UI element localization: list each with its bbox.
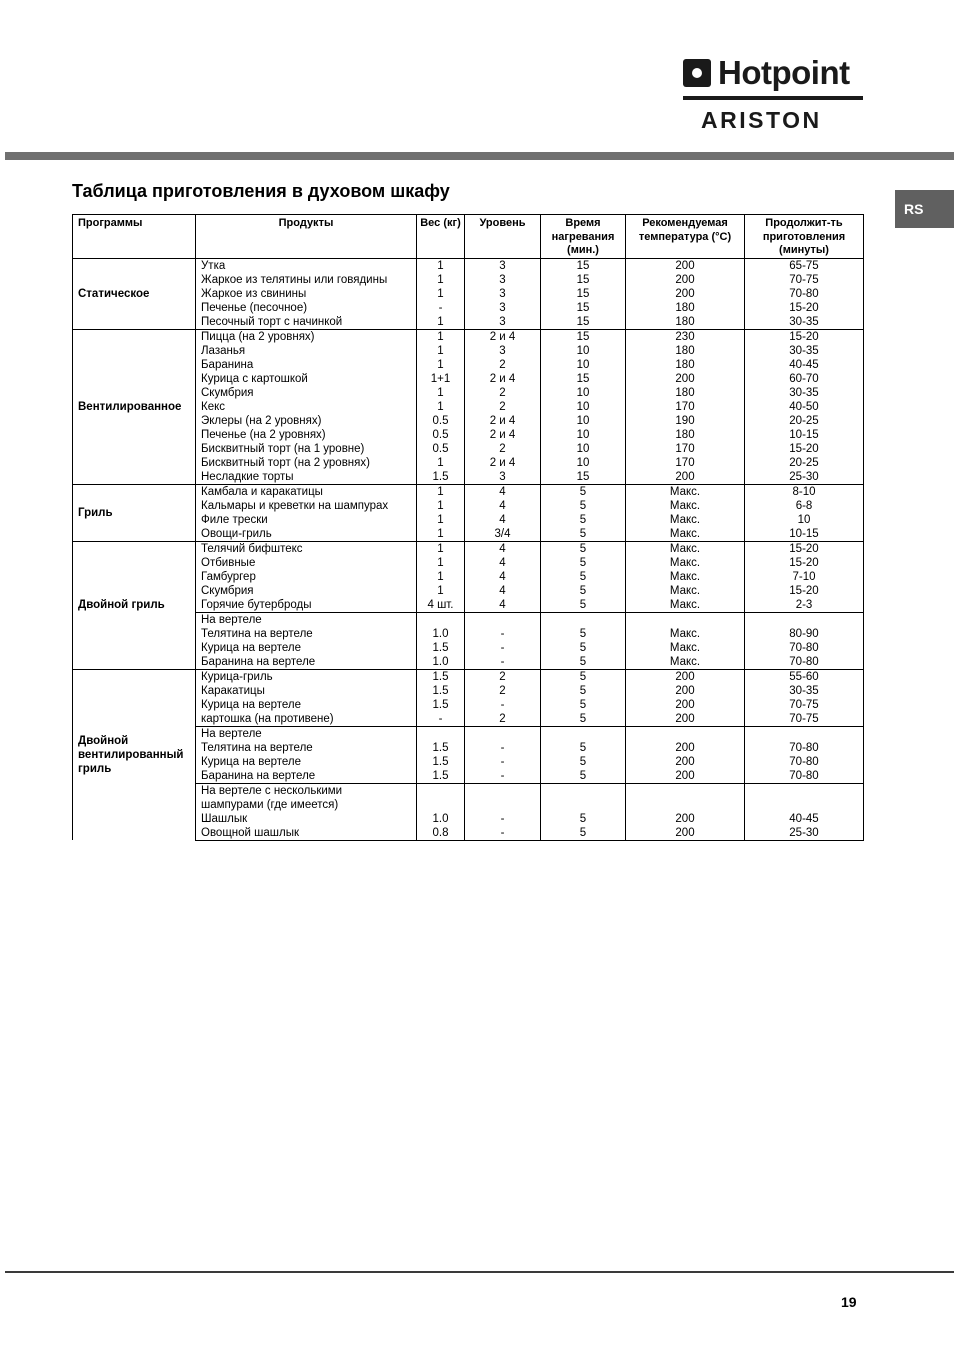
duration-cell: 15-20: [745, 442, 864, 456]
weight-cell: 1.5: [417, 669, 465, 684]
product-cell: Кекс: [196, 400, 417, 414]
duration-cell: 60-70: [745, 372, 864, 386]
weight-cell: -: [417, 301, 465, 315]
duration-cell: 20-25: [745, 414, 864, 428]
weight-cell: 1.5: [417, 641, 465, 655]
weight-cell: 1.5: [417, 755, 465, 769]
weight-cell: 1: [417, 329, 465, 344]
temperature-cell: Макс.: [626, 598, 745, 613]
level-cell: -: [465, 627, 541, 641]
weight-cell: 1.5: [417, 769, 465, 784]
temperature-cell: Макс.: [626, 627, 745, 641]
temperature-cell: [626, 783, 745, 798]
duration-cell: 70-80: [745, 769, 864, 784]
temperature-cell: [626, 612, 745, 627]
level-cell: -: [465, 826, 541, 841]
product-cell: Телятина на вертеле: [196, 627, 417, 641]
preheat-cell: 5: [541, 570, 626, 584]
logo-rule: [683, 96, 863, 100]
weight-cell: 1: [417, 513, 465, 527]
temperature-cell: 200: [626, 372, 745, 386]
preheat-cell: 5: [541, 684, 626, 698]
weight-cell: 1.5: [417, 684, 465, 698]
temperature-cell: 200: [626, 826, 745, 841]
weight-cell: 0.5: [417, 442, 465, 456]
preheat-cell: 5: [541, 527, 626, 542]
product-cell: Шашлык: [196, 812, 417, 826]
temperature-cell: 180: [626, 428, 745, 442]
level-cell: 4: [465, 499, 541, 513]
preheat-cell: 5: [541, 669, 626, 684]
preheat-cell: 5: [541, 826, 626, 841]
footer-divider: [5, 1271, 954, 1273]
temperature-cell: Макс.: [626, 570, 745, 584]
product-cell: Курица на вертеле: [196, 641, 417, 655]
temperature-cell: 180: [626, 344, 745, 358]
level-cell: 4: [465, 556, 541, 570]
preheat-cell: 10: [541, 414, 626, 428]
product-cell: Песочный торт с начинкой: [196, 315, 417, 330]
product-cell: Курица-гриль: [196, 669, 417, 684]
temperature-cell: 200: [626, 273, 745, 287]
preheat-cell: 5: [541, 513, 626, 527]
product-cell: Курица с картошкой: [196, 372, 417, 386]
column-header: Время нагревания (мин.): [541, 215, 626, 259]
product-cell: Камбала и каракатицы: [196, 484, 417, 499]
weight-cell: [417, 798, 465, 812]
page-number: 19: [841, 1294, 857, 1310]
temperature-cell: Макс.: [626, 641, 745, 655]
level-cell: 4: [465, 570, 541, 584]
level-cell: [465, 612, 541, 627]
column-header: Программы: [73, 215, 196, 259]
weight-cell: 1: [417, 358, 465, 372]
level-cell: 2 и 4: [465, 329, 541, 344]
level-cell: 2: [465, 684, 541, 698]
duration-cell: [745, 798, 864, 812]
product-cell: Печенье (на 2 уровнях): [196, 428, 417, 442]
weight-cell: 1.5: [417, 698, 465, 712]
duration-cell: 15-20: [745, 556, 864, 570]
product-cell: Отбивные: [196, 556, 417, 570]
preheat-cell: 5: [541, 584, 626, 598]
level-cell: 3: [465, 258, 541, 273]
language-tab: RS: [895, 190, 954, 228]
product-cell: картошка (на противене): [196, 712, 417, 727]
duration-cell: [745, 783, 864, 798]
preheat-cell: 5: [541, 698, 626, 712]
temperature-cell: Макс.: [626, 499, 745, 513]
temperature-cell: Макс.: [626, 541, 745, 556]
preheat-cell: 5: [541, 655, 626, 670]
weight-cell: 1: [417, 287, 465, 301]
preheat-cell: 10: [541, 428, 626, 442]
level-cell: -: [465, 641, 541, 655]
weight-cell: 1: [417, 484, 465, 499]
level-cell: -: [465, 741, 541, 755]
duration-cell: 10-15: [745, 527, 864, 542]
temperature-cell: 180: [626, 358, 745, 372]
weight-cell: 1: [417, 386, 465, 400]
preheat-cell: 15: [541, 273, 626, 287]
preheat-cell: 5: [541, 598, 626, 613]
logo-brand-main: Hotpoint: [718, 54, 850, 91]
product-cell: Овощной шашлык: [196, 826, 417, 841]
duration-cell: 30-35: [745, 344, 864, 358]
product-cell: Утка: [196, 258, 417, 273]
temperature-cell: 170: [626, 442, 745, 456]
product-cell: Жаркое из свинины: [196, 287, 417, 301]
weight-cell: 1.0: [417, 627, 465, 641]
level-cell: -: [465, 812, 541, 826]
preheat-cell: 5: [541, 769, 626, 784]
weight-cell: 1: [417, 541, 465, 556]
header-divider-bar: [5, 152, 954, 160]
table-row: [73, 669, 864, 684]
preheat-cell: 15: [541, 301, 626, 315]
duration-cell: [745, 726, 864, 741]
duration-cell: 10-15: [745, 428, 864, 442]
duration-cell: 30-35: [745, 386, 864, 400]
level-cell: [465, 783, 541, 798]
product-cell: Скумбрия: [196, 386, 417, 400]
level-cell: -: [465, 755, 541, 769]
preheat-cell: [541, 798, 626, 812]
column-header: Продукты: [196, 215, 417, 259]
program-cell: Гриль: [73, 484, 196, 541]
product-cell: Баранина: [196, 358, 417, 372]
preheat-cell: 10: [541, 442, 626, 456]
level-cell: 4: [465, 598, 541, 613]
weight-cell: 1.0: [417, 812, 465, 826]
preheat-cell: 5: [541, 541, 626, 556]
column-header: Вес (кг): [417, 215, 465, 259]
product-cell: На вертеле: [196, 726, 417, 741]
preheat-cell: 15: [541, 315, 626, 330]
temperature-cell: 200: [626, 287, 745, 301]
weight-cell: 1: [417, 258, 465, 273]
weight-cell: [417, 612, 465, 627]
preheat-cell: [541, 726, 626, 741]
program-cell: Двойной гриль: [73, 541, 196, 669]
column-header: Рекомендуемая температура (°C): [626, 215, 745, 259]
table-row: [73, 541, 864, 556]
duration-cell: 25-30: [745, 826, 864, 841]
temperature-cell: 230: [626, 329, 745, 344]
duration-cell: 2-3: [745, 598, 864, 613]
product-cell: Гамбургер: [196, 570, 417, 584]
duration-cell: 70-80: [745, 655, 864, 670]
table-header-row: [73, 215, 864, 259]
product-cell: шампурами (где имеется): [196, 798, 417, 812]
weight-cell: 1: [417, 456, 465, 470]
product-cell: Телячий бифштекс: [196, 541, 417, 556]
temperature-cell: 180: [626, 315, 745, 330]
weight-cell: 0.5: [417, 428, 465, 442]
duration-cell: 55-60: [745, 669, 864, 684]
product-cell: Курица на вертеле: [196, 755, 417, 769]
level-cell: -: [465, 698, 541, 712]
program-cell: Статическое: [73, 258, 196, 329]
level-cell: 2 и 4: [465, 414, 541, 428]
table-body: [73, 258, 864, 840]
preheat-cell: 15: [541, 470, 626, 485]
temperature-cell: 190: [626, 414, 745, 428]
preheat-cell: 5: [541, 741, 626, 755]
duration-cell: 70-80: [745, 641, 864, 655]
temperature-cell: 200: [626, 741, 745, 755]
weight-cell: [417, 783, 465, 798]
duration-cell: 80-90: [745, 627, 864, 641]
product-cell: Горячие бутерброды: [196, 598, 417, 613]
temperature-cell: 170: [626, 400, 745, 414]
product-cell: Лазанья: [196, 344, 417, 358]
duration-cell: 30-35: [745, 684, 864, 698]
temperature-cell: 200: [626, 755, 745, 769]
weight-cell: 1: [417, 273, 465, 287]
product-cell: Пицца (на 2 уровнях): [196, 329, 417, 344]
duration-cell: 15-20: [745, 541, 864, 556]
product-cell: Овощи-гриль: [196, 527, 417, 542]
duration-cell: 6-8: [745, 499, 864, 513]
product-cell: Филе трески: [196, 513, 417, 527]
level-cell: 2: [465, 400, 541, 414]
product-cell: Баранина на вертеле: [196, 769, 417, 784]
level-cell: 2: [465, 386, 541, 400]
column-header: Уровень: [465, 215, 541, 259]
table-row: [73, 329, 864, 344]
level-cell: 2 и 4: [465, 428, 541, 442]
duration-cell: 70-75: [745, 698, 864, 712]
temperature-cell: 200: [626, 470, 745, 485]
preheat-cell: 15: [541, 372, 626, 386]
level-cell: -: [465, 769, 541, 784]
temperature-cell: 180: [626, 386, 745, 400]
product-cell: Каракатицы: [196, 684, 417, 698]
product-cell: Печенье (песочное): [196, 301, 417, 315]
level-cell: 3: [465, 315, 541, 330]
duration-cell: 70-75: [745, 712, 864, 727]
preheat-cell: 10: [541, 358, 626, 372]
preheat-cell: 5: [541, 641, 626, 655]
duration-cell: 10: [745, 513, 864, 527]
duration-cell: 70-80: [745, 287, 864, 301]
level-cell: 2 и 4: [465, 372, 541, 386]
product-cell: Эклеры (на 2 уровнях): [196, 414, 417, 428]
duration-cell: 70-75: [745, 273, 864, 287]
duration-cell: 25-30: [745, 470, 864, 485]
weight-cell: 1.0: [417, 655, 465, 670]
weight-cell: 0.5: [417, 414, 465, 428]
temperature-cell: 200: [626, 684, 745, 698]
weight-cell: 1.5: [417, 741, 465, 755]
program-cell: Вентилированное: [73, 329, 196, 484]
weight-cell: 1: [417, 527, 465, 542]
level-cell: -: [465, 655, 541, 670]
duration-cell: 70-80: [745, 741, 864, 755]
weight-cell: 1: [417, 315, 465, 330]
temperature-cell: [626, 726, 745, 741]
level-cell: [465, 726, 541, 741]
product-cell: На вертеле: [196, 612, 417, 627]
level-cell: 2 и 4: [465, 456, 541, 470]
weight-cell: -: [417, 712, 465, 727]
weight-cell: 1: [417, 556, 465, 570]
temperature-cell: 170: [626, 456, 745, 470]
temperature-cell: Макс.: [626, 655, 745, 670]
product-cell: Курица на вертеле: [196, 698, 417, 712]
product-cell: Кальмары и креветки на шампурах: [196, 499, 417, 513]
table-row: [73, 258, 864, 273]
level-cell: 3: [465, 301, 541, 315]
product-cell: На вертеле с несколькими: [196, 783, 417, 798]
preheat-cell: 5: [541, 755, 626, 769]
level-cell: 2: [465, 712, 541, 727]
duration-cell: 15-20: [745, 329, 864, 344]
product-cell: Бисквитный торт (на 2 уровнях): [196, 456, 417, 470]
product-cell: Баранина на вертеле: [196, 655, 417, 670]
duration-cell: 8-10: [745, 484, 864, 499]
temperature-cell: Макс.: [626, 513, 745, 527]
weight-cell: 1: [417, 570, 465, 584]
weight-cell: 1: [417, 584, 465, 598]
level-cell: 4: [465, 484, 541, 499]
product-cell: Скумбрия: [196, 584, 417, 598]
temperature-cell: Макс.: [626, 527, 745, 542]
duration-cell: 70-80: [745, 755, 864, 769]
temperature-cell: 200: [626, 258, 745, 273]
preheat-cell: 5: [541, 484, 626, 499]
temperature-cell: 200: [626, 669, 745, 684]
temperature-cell: Макс.: [626, 584, 745, 598]
weight-cell: 0.8: [417, 826, 465, 841]
page-title: Таблица приготовления в духовом шкафу: [72, 181, 450, 201]
temperature-cell: [626, 798, 745, 812]
preheat-cell: 5: [541, 812, 626, 826]
temperature-cell: 200: [626, 712, 745, 727]
temperature-cell: 200: [626, 698, 745, 712]
level-cell: 2: [465, 669, 541, 684]
weight-cell: 1: [417, 499, 465, 513]
preheat-cell: 5: [541, 627, 626, 641]
preheat-cell: 10: [541, 456, 626, 470]
weight-cell: [417, 726, 465, 741]
product-cell: Бисквитный торт (на 1 уровне): [196, 442, 417, 456]
level-cell: 3: [465, 273, 541, 287]
preheat-cell: [541, 783, 626, 798]
product-cell: Телятина на вертеле: [196, 741, 417, 755]
level-cell: [465, 798, 541, 812]
duration-cell: 20-25: [745, 456, 864, 470]
level-cell: 4: [465, 541, 541, 556]
temperature-cell: 200: [626, 769, 745, 784]
preheat-cell: 10: [541, 344, 626, 358]
hotpoint-ariston-logo: [683, 55, 865, 135]
duration-cell: 40-50: [745, 400, 864, 414]
level-cell: 3: [465, 344, 541, 358]
logo-mark-icon: [683, 59, 711, 87]
duration-cell: 30-35: [745, 315, 864, 330]
duration-cell: 15-20: [745, 301, 864, 315]
preheat-cell: 10: [541, 386, 626, 400]
level-cell: 3: [465, 470, 541, 485]
temperature-cell: 180: [626, 301, 745, 315]
level-cell: 2: [465, 358, 541, 372]
cooking-table: [72, 214, 864, 841]
duration-cell: 65-75: [745, 258, 864, 273]
level-cell: 2: [465, 442, 541, 456]
logo-brand-sub: ARISTON: [701, 107, 822, 133]
weight-cell: 1: [417, 344, 465, 358]
preheat-cell: 5: [541, 712, 626, 727]
product-cell: Несладкие торты: [196, 470, 417, 485]
preheat-cell: 10: [541, 400, 626, 414]
weight-cell: 4 шт.: [417, 598, 465, 613]
preheat-cell: 15: [541, 258, 626, 273]
product-cell: Жаркое из телятины или говядины: [196, 273, 417, 287]
table-row: [73, 484, 864, 499]
column-header: Продолжит-ть приготовления (минуты): [745, 215, 864, 259]
program-cell: Двойной вентилированный гриль: [73, 669, 196, 840]
temperature-cell: Макс.: [626, 556, 745, 570]
duration-cell: 7-10: [745, 570, 864, 584]
weight-cell: 1: [417, 400, 465, 414]
temperature-cell: Макс.: [626, 484, 745, 499]
duration-cell: 40-45: [745, 812, 864, 826]
duration-cell: [745, 612, 864, 627]
weight-cell: 1+1: [417, 372, 465, 386]
duration-cell: 15-20: [745, 584, 864, 598]
level-cell: 3/4: [465, 527, 541, 542]
preheat-cell: 15: [541, 329, 626, 344]
temperature-cell: 200: [626, 812, 745, 826]
level-cell: 4: [465, 584, 541, 598]
preheat-cell: 15: [541, 287, 626, 301]
preheat-cell: 5: [541, 499, 626, 513]
duration-cell: 40-45: [745, 358, 864, 372]
preheat-cell: 5: [541, 556, 626, 570]
level-cell: 3: [465, 287, 541, 301]
level-cell: 4: [465, 513, 541, 527]
weight-cell: 1.5: [417, 470, 465, 485]
preheat-cell: [541, 612, 626, 627]
